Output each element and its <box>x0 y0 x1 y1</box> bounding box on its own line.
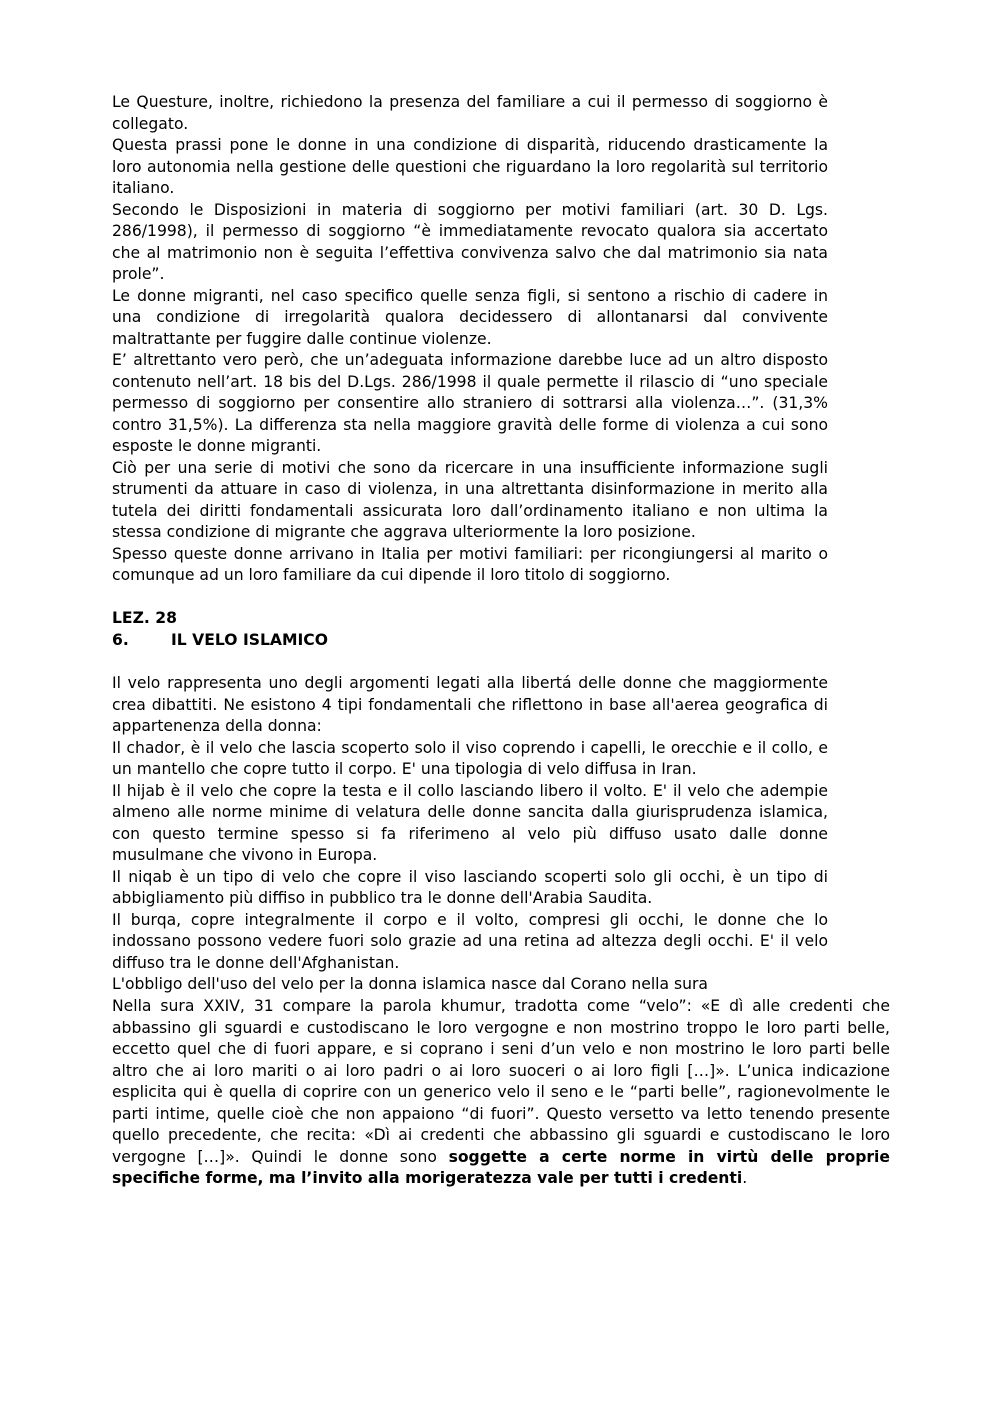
paragraph: E’ altrettanto vero però, che un’adeguata informazione darebbe luce ad un altro disposto contenuto nell’art. 18 bis del D.Lgs. 286/1998 il quale permette il rilascio di “uno speciale permesso di soggiorno per consentire allo straniero di sottrarsi alla violenza…”. (31,3% contro 31,5%). La differenza sta nella maggiore gravità delle forme di violenza a cui sono esposte le donne migranti. <box>112 351 828 455</box>
paragraph: Il velo rappresenta uno degli argomenti legati alla libertá delle donne che maggiormente crea dibattiti. Ne esistono 4 tipi fondamentali che riflettono in base all'aerea geografica di appartenenza della donna: <box>112 674 828 735</box>
paragraph: Ciò per una serie di motivi che sono da ricercare in una insufficiente informazione sugli strumenti da attuare in caso di violenza, in una altrettanta disinformazione in merito alla tutela dei diritti fondamentali assicurata loro dall’ordinamento italiano e non ultima la stessa condizione di migrante che aggrava ulteriormente la loro posizione. <box>112 458 828 541</box>
paragraph: Le Questure, inoltre, richiedono la presenza del familiare a cui il permesso di soggiorno è collegato. <box>112 93 828 133</box>
text-block-migrant-women <box>112 92 828 587</box>
paragraph: Spesso queste donne arrivano in Italia per motivi familiari: per ricongiungersi al marito o comunque ad un loro familiare da cui dipende il loro titolo di soggiorno. <box>112 544 828 584</box>
paragraph: Questa prassi pone le donne in una condizione di disparità, riducendo drasticamente la loro autonomia nella gestione delle questioni che riguardano la loro regolarità sul territorio italiano. <box>112 136 828 197</box>
section-number: 6. <box>112 631 129 649</box>
text-block-veil-types <box>112 673 828 996</box>
paragraph: Il niqab è un tipo di velo che copre il viso lasciando scoperti solo gli occhi, è un tipo di abbigliamento più diffiso in pubblico tra le donne dell'Arabia Saudita. <box>112 867 828 907</box>
paragraph: Le donne migranti, nel caso specifico quelle senza figli, si sentono a rischio di cadere in una condizione di irregolarità qualora decidessero di allontanarsi dal convivente maltrattante per fuggire dalle continue violenze. <box>112 286 828 348</box>
paragraph-sura <box>112 996 890 1190</box>
paragraph-text: Nella sura XXIV, 31 compare la parola khumur, tradotta come “velo”: «E dì alle credenti che abbassino gli sguardi e custodiscano le loro vergogne e non mostrino troppo le loro parti belle, eccetto quel che di fuori appare, e si coprano i seni d’un velo e non mostrino le loro parti belle altro che ai loro mariti o ai loro padri o ai loro suoceri o ai loro figli […]». L’unica indicazione esplicita qui è quella di coprire con un generico velo il seno e le “parti belle”, ragionevolmente le parti intime, quelle cioè che non appaiono “di fuori”. Questo versetto va letto tenendo presente quello precedente, che recita: «Dì ai credenti che abbassino gli sguardi e custodiscano le loro vergogne […]». Quindi le donne sono <box>112 997 890 1166</box>
paragraph: Il chador, è il velo che lascia scoperto solo il viso coprendo i capelli, le orecchie e il collo, e un mantello che copre tutto il corpo. E' una tipologia di velo diffusa in Iran. <box>112 738 828 778</box>
paragraph: Il burqa, copre integralmente il corpo e il volto, compresi gli occhi, le donne che lo indossano possono vedere fuori solo grazie ad una retina ad altezza degli occhi. E' il velo diffuso tra le donne dell'Afghanistan. <box>112 910 828 972</box>
text-block-sura <box>112 996 890 1190</box>
paragraph: L'obbligo dell'uso del velo per la donna islamica nasce dal Corano nella sura <box>112 975 708 993</box>
paragraph-end: . <box>742 1169 748 1187</box>
emphasis-text: soggette a certe norme in virtù delle proprie specifiche forme, ma l’invito alla morigeratezza vale per tutti i credenti <box>112 1147 890 1187</box>
paragraph: Il hijab è il velo che copre la testa e il collo lasciando libero il volto. E' il velo che adempie almeno alle norme minime di velatura delle donne sancita dalla giurisprudenza islamica, con questo termine spesso si fa riferimeno al velo più diffuso usato dalle donne musulmane che vivono in Europa. <box>112 781 828 864</box>
section-title: IL VELO ISLAMICO <box>171 631 329 649</box>
lesson-label: LEZ. 28 <box>112 609 177 627</box>
paragraph: Secondo le Disposizioni in materia di soggiorno per motivi familiari (art. 30 D. Lgs. 286/1998), il permesso di soggiorno “è immediatamente revocato qualora sia accertato che al matrimonio non è seguita l’effettiva convivenza salvo che dal matrimonio sia nata prole”. <box>112 200 828 283</box>
section-heading <box>112 630 328 652</box>
